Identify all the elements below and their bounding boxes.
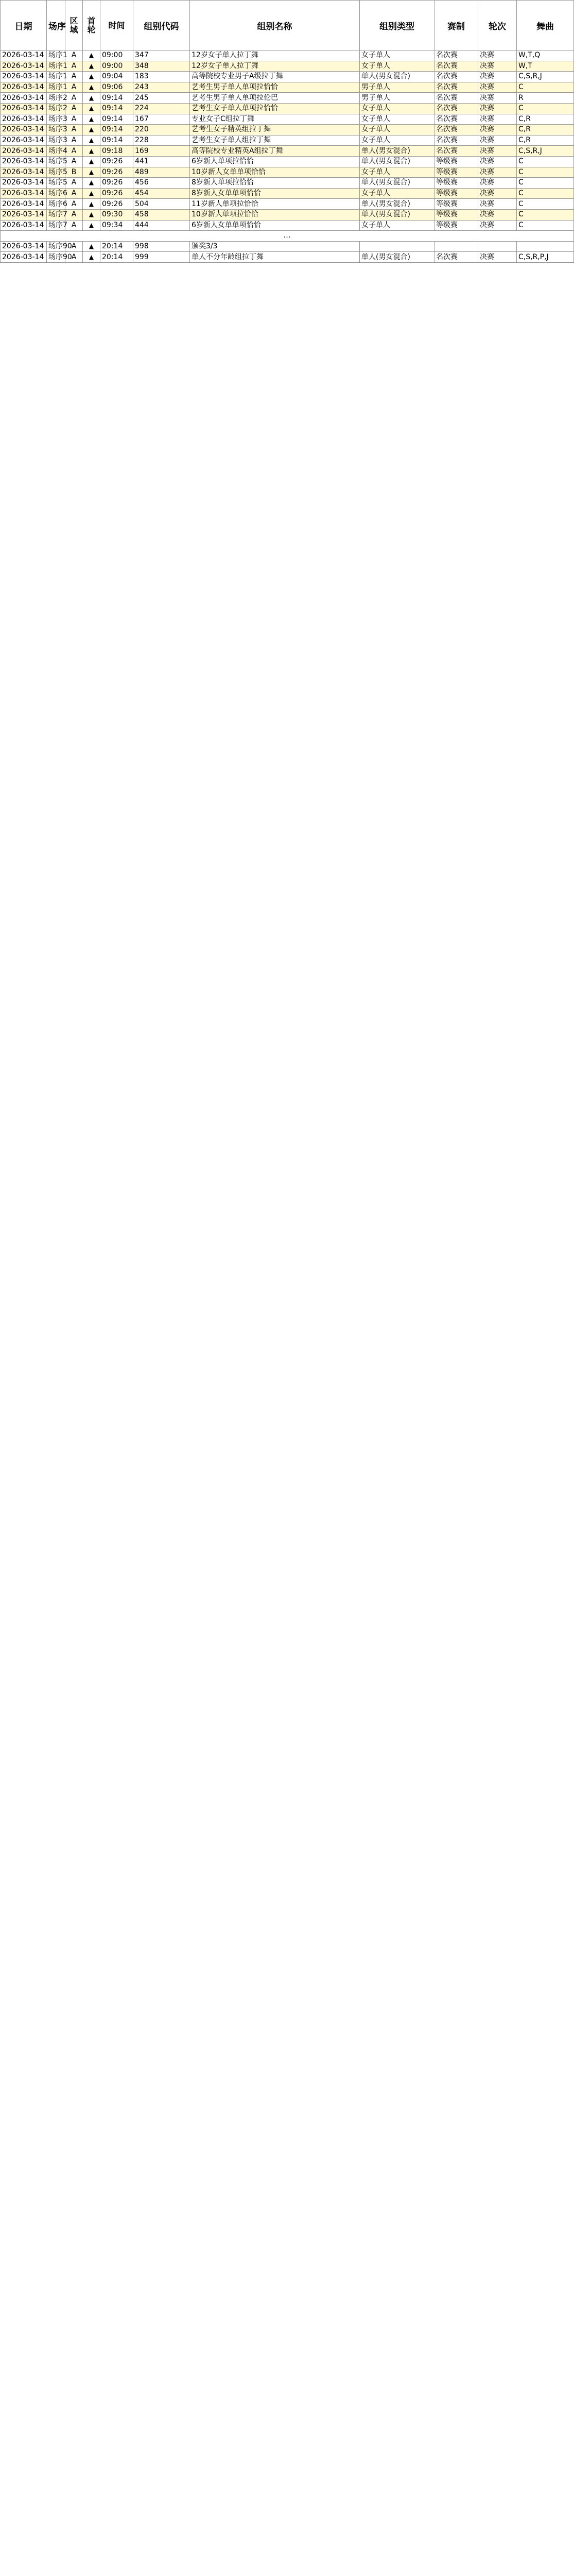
cell-group-type: 女子单人 xyxy=(360,50,434,61)
cell-group-type: 女子单人 xyxy=(360,125,434,135)
cell-group-type: 单人(男女混合) xyxy=(360,156,434,167)
cell-dance: C xyxy=(517,82,574,93)
cell-time: 09:26 xyxy=(100,178,133,189)
cell-code: 169 xyxy=(133,146,190,157)
table-row xyxy=(1,252,574,263)
header-competition: 赛制 xyxy=(434,1,478,50)
cell-group-name: 12岁女子单人拉丁舞 xyxy=(190,61,360,72)
cell-round: 决赛 xyxy=(478,167,517,178)
cell-first-round: ▲ xyxy=(83,178,100,189)
cell-first-round: ▲ xyxy=(83,72,100,82)
cell-round: 决赛 xyxy=(478,146,517,157)
table-row xyxy=(1,93,574,104)
cell-code: 228 xyxy=(133,135,190,146)
cell-date: 2026-03-14 xyxy=(1,61,47,72)
table-row xyxy=(1,220,574,231)
cell-time: 09:34 xyxy=(100,220,133,231)
cell-code: 489 xyxy=(133,167,190,178)
table-row xyxy=(1,199,574,210)
cell-group-type: 女子单人 xyxy=(360,103,434,114)
cell-group-name: 高等院校专业男子A级拉丁舞 xyxy=(190,72,360,82)
cell-date: 2026-03-14 xyxy=(1,146,47,157)
cell-area: A xyxy=(65,135,83,146)
cell-group-name: 艺考生男子单人单项拉恰恰 xyxy=(190,82,360,93)
cell-group-name: 高等院校专业精英A组拉丁舞 xyxy=(190,146,360,157)
header-date: 日期 xyxy=(1,1,47,50)
cell-area: A xyxy=(65,61,83,72)
cell-round: 决赛 xyxy=(478,220,517,231)
cell-venue: 场序7 xyxy=(47,209,65,220)
cell-venue: 场序90 xyxy=(47,252,65,263)
cell-time: 09:14 xyxy=(100,103,133,114)
header-area: 区域 xyxy=(65,1,83,50)
cell-competition: 等级赛 xyxy=(434,167,478,178)
cell-first-round: ▲ xyxy=(83,188,100,199)
cell-round xyxy=(478,241,517,252)
cell-first-round: ▲ xyxy=(83,167,100,178)
cell-group-name: 12岁女子单人拉丁舞 xyxy=(190,50,360,61)
cell-group-type: 单人(男女混合) xyxy=(360,72,434,82)
cell-time: 09:26 xyxy=(100,199,133,210)
cell-area: A xyxy=(65,156,83,167)
cell-competition: 名次赛 xyxy=(434,93,478,104)
cell-code: 220 xyxy=(133,125,190,135)
cell-time: 09:00 xyxy=(100,61,133,72)
cell-competition: 名次赛 xyxy=(434,103,478,114)
cell-area: A xyxy=(65,241,83,252)
cell-competition xyxy=(434,241,478,252)
cell-round: 决赛 xyxy=(478,50,517,61)
cell-group-name: 艺考生女子单人组拉丁舞 xyxy=(190,135,360,146)
table-header xyxy=(1,1,574,50)
cell-competition: 名次赛 xyxy=(434,252,478,263)
cell-first-round: ▲ xyxy=(83,156,100,167)
cell-round: 决赛 xyxy=(478,82,517,93)
table-row xyxy=(1,241,574,252)
cell-venue: 场序2 xyxy=(47,103,65,114)
cell-round: 决赛 xyxy=(478,252,517,263)
cell-competition: 等级赛 xyxy=(434,188,478,199)
cell-group-type: 女子单人 xyxy=(360,167,434,178)
cell-dance xyxy=(517,241,574,252)
cell-code: 243 xyxy=(133,82,190,93)
cell-dance: C xyxy=(517,209,574,220)
cell-code: 998 xyxy=(133,241,190,252)
cell-round: 决赛 xyxy=(478,125,517,135)
cell-date: 2026-03-14 xyxy=(1,82,47,93)
table-body xyxy=(1,50,574,263)
cell-date: 2026-03-14 xyxy=(1,178,47,189)
cell-area: A xyxy=(65,82,83,93)
cell-date: 2026-03-14 xyxy=(1,103,47,114)
cell-date: 2026-03-14 xyxy=(1,125,47,135)
cell-date: 2026-03-14 xyxy=(1,93,47,104)
cell-code: 999 xyxy=(133,252,190,263)
cell-venue: 场序6 xyxy=(47,188,65,199)
cell-round: 决赛 xyxy=(478,72,517,82)
cell-round: 决赛 xyxy=(478,209,517,220)
cell-area: A xyxy=(65,199,83,210)
cell-area: A xyxy=(65,93,83,104)
cell-code: 224 xyxy=(133,103,190,114)
cell-time: 09:04 xyxy=(100,72,133,82)
cell-round: 决赛 xyxy=(478,61,517,72)
cell-dance: C,S,R,P,J xyxy=(517,252,574,263)
cell-date: 2026-03-14 xyxy=(1,241,47,252)
cell-venue: 场序1 xyxy=(47,50,65,61)
cell-first-round: ▲ xyxy=(83,50,100,61)
cell-competition: 等级赛 xyxy=(434,156,478,167)
cell-venue: 场序1 xyxy=(47,82,65,93)
cell-venue: 场序5 xyxy=(47,156,65,167)
cell-time: 20:14 xyxy=(100,241,133,252)
cell-competition: 等级赛 xyxy=(434,220,478,231)
cell-competition: 等级赛 xyxy=(434,199,478,210)
cell-round: 决赛 xyxy=(478,188,517,199)
cell-code: 504 xyxy=(133,199,190,210)
cell-dance: C,S,R,J xyxy=(517,72,574,82)
cell-venue: 场序2 xyxy=(47,93,65,104)
cell-competition: 名次赛 xyxy=(434,72,478,82)
cell-dance: C xyxy=(517,178,574,189)
cell-group-type: 男子单人 xyxy=(360,82,434,93)
cell-group-name: 6岁新人女单单项恰恰 xyxy=(190,220,360,231)
cell-group-name: 8岁新人单项拉恰恰 xyxy=(190,178,360,189)
cell-group-name: 8岁新人女单单项恰恰 xyxy=(190,188,360,199)
cell-venue: 场序1 xyxy=(47,61,65,72)
cell-venue: 场序5 xyxy=(47,178,65,189)
cell-date: 2026-03-14 xyxy=(1,114,47,125)
cell-dance: C xyxy=(517,103,574,114)
cell-group-name: 10岁新人单项拉恰恰 xyxy=(190,209,360,220)
cell-round: 决赛 xyxy=(478,93,517,104)
cell-date: 2026-03-14 xyxy=(1,135,47,146)
cell-dance: C xyxy=(517,156,574,167)
cell-dance: C xyxy=(517,199,574,210)
table-row xyxy=(1,72,574,82)
cell-group-type: 女子单人 xyxy=(360,220,434,231)
table-row xyxy=(1,125,574,135)
cell-venue: 场序1 xyxy=(47,72,65,82)
cell-group-name: 颁奖3/3 xyxy=(190,241,360,252)
cell-time: 09:30 xyxy=(100,209,133,220)
cell-dance: C,R xyxy=(517,125,574,135)
cell-first-round: ▲ xyxy=(83,241,100,252)
cell-date: 2026-03-14 xyxy=(1,72,47,82)
cell-group-name: 6岁新人单项拉恰恰 xyxy=(190,156,360,167)
cell-group-name: 11岁新人单项拉恰恰 xyxy=(190,199,360,210)
header-group-code: 组别代码 xyxy=(133,1,190,50)
cell-first-round: ▲ xyxy=(83,93,100,104)
cell-group-type: 单人(男女混合) xyxy=(360,209,434,220)
cell-venue: 场序4 xyxy=(47,146,65,157)
cell-venue: 场序90 xyxy=(47,241,65,252)
cell-date: 2026-03-14 xyxy=(1,188,47,199)
cell-group-name: 专业女子C组拉丁舞 xyxy=(190,114,360,125)
cell-time: 09:14 xyxy=(100,114,133,125)
cell-group-type: 单人(男女混合) xyxy=(360,178,434,189)
cell-competition: 等级赛 xyxy=(434,178,478,189)
cell-group-name: 艺考生男子单人单项拉伦巴 xyxy=(190,93,360,104)
cell-group-type: 单人(男女混合) xyxy=(360,146,434,157)
table-row xyxy=(1,82,574,93)
cell-group-name: 艺考生女子精英组拉丁舞 xyxy=(190,125,360,135)
cell-competition: 名次赛 xyxy=(434,125,478,135)
cell-date: 2026-03-14 xyxy=(1,156,47,167)
cell-competition: 名次赛 xyxy=(434,50,478,61)
cell-competition: 名次赛 xyxy=(434,61,478,72)
cell-venue: 场序6 xyxy=(47,199,65,210)
table-row xyxy=(1,135,574,146)
table-row xyxy=(1,50,574,61)
cell-time: 09:26 xyxy=(100,167,133,178)
cell-dance: C,R xyxy=(517,135,574,146)
cell-first-round: ▲ xyxy=(83,135,100,146)
table-row xyxy=(1,61,574,72)
cell-first-round: ▲ xyxy=(83,125,100,135)
cell-area: A xyxy=(65,252,83,263)
cell-venue: 场序7 xyxy=(47,220,65,231)
cell-group-name: 单人不分年龄组拉丁舞 xyxy=(190,252,360,263)
header-time: 时间 xyxy=(100,1,133,50)
cell-competition: 名次赛 xyxy=(434,146,478,157)
cell-first-round: ▲ xyxy=(83,146,100,157)
cell-first-round: ▲ xyxy=(83,209,100,220)
cell-time: 09:14 xyxy=(100,93,133,104)
cell-area: A xyxy=(65,178,83,189)
cell-time: 09:26 xyxy=(100,188,133,199)
table-row xyxy=(1,209,574,220)
cell-dance: C,S,R,J xyxy=(517,146,574,157)
cell-area: A xyxy=(65,103,83,114)
schedule-table xyxy=(0,0,574,263)
header-venue: 场序 xyxy=(47,1,65,50)
cell-competition: 名次赛 xyxy=(434,82,478,93)
table-row xyxy=(1,146,574,157)
cell-group-name: 艺考生女子单人单项拉恰恰 xyxy=(190,103,360,114)
cell-competition: 等级赛 xyxy=(434,209,478,220)
cell-date: 2026-03-14 xyxy=(1,167,47,178)
cell-code: 167 xyxy=(133,114,190,125)
table-row xyxy=(1,167,574,178)
cell-group-type: 女子单人 xyxy=(360,135,434,146)
cell-date: 2026-03-14 xyxy=(1,50,47,61)
cell-dance: C xyxy=(517,167,574,178)
cell-area: A xyxy=(65,50,83,61)
cell-area: A xyxy=(65,146,83,157)
cell-group-name: 10岁新人女单单项恰恰 xyxy=(190,167,360,178)
cell-venue: 场序3 xyxy=(47,125,65,135)
cell-venue: 场序3 xyxy=(47,114,65,125)
cell-dance: C xyxy=(517,188,574,199)
cell-code: 454 xyxy=(133,188,190,199)
cell-dance: C,R xyxy=(517,114,574,125)
cell-code: 183 xyxy=(133,72,190,82)
cell-time: 09:14 xyxy=(100,125,133,135)
cell-round: 决赛 xyxy=(478,199,517,210)
header-dance: 舞曲 xyxy=(517,1,574,50)
cell-first-round: ▲ xyxy=(83,103,100,114)
cell-venue: 场序3 xyxy=(47,135,65,146)
cell-competition: 名次赛 xyxy=(434,114,478,125)
cell-group-type: 女子单人 xyxy=(360,61,434,72)
cell-date: 2026-03-14 xyxy=(1,199,47,210)
cell-venue: 场序5 xyxy=(47,167,65,178)
cell-code: 456 xyxy=(133,178,190,189)
cell-date: 2026-03-14 xyxy=(1,220,47,231)
cell-dance: W,T,Q xyxy=(517,50,574,61)
cell-time: 09:06 xyxy=(100,82,133,93)
cell-group-type: 女子单人 xyxy=(360,188,434,199)
table-row xyxy=(1,156,574,167)
schedule-sheet xyxy=(0,0,556,263)
cell-first-round: ▲ xyxy=(83,61,100,72)
table-row xyxy=(1,103,574,114)
header-group-name: 组别名称 xyxy=(190,1,360,50)
cell-competition: 名次赛 xyxy=(434,135,478,146)
cell-group-type xyxy=(360,241,434,252)
cell-group-type: 女子单人 xyxy=(360,114,434,125)
cell-first-round: ▲ xyxy=(83,220,100,231)
cell-round: 决赛 xyxy=(478,156,517,167)
cell-area: A xyxy=(65,114,83,125)
cell-time: 20:14 xyxy=(100,252,133,263)
ellipsis-cell: … xyxy=(1,231,574,242)
cell-time: 09:14 xyxy=(100,135,133,146)
table-row xyxy=(1,188,574,199)
cell-round: 决赛 xyxy=(478,114,517,125)
cell-date: 2026-03-14 xyxy=(1,209,47,220)
cell-round: 决赛 xyxy=(478,135,517,146)
ellipsis-row xyxy=(1,231,574,242)
cell-area: A xyxy=(65,220,83,231)
cell-code: 441 xyxy=(133,156,190,167)
cell-first-round: ▲ xyxy=(83,82,100,93)
table-row xyxy=(1,114,574,125)
cell-round: 决赛 xyxy=(478,178,517,189)
cell-dance: C xyxy=(517,220,574,231)
cell-code: 444 xyxy=(133,220,190,231)
cell-code: 245 xyxy=(133,93,190,104)
cell-dance: W,T xyxy=(517,61,574,72)
cell-first-round: ▲ xyxy=(83,252,100,263)
table-row xyxy=(1,178,574,189)
cell-dance: R xyxy=(517,93,574,104)
cell-time: 09:18 xyxy=(100,146,133,157)
cell-area: A xyxy=(65,72,83,82)
cell-first-round: ▲ xyxy=(83,114,100,125)
cell-area: B xyxy=(65,167,83,178)
cell-first-round: ▲ xyxy=(83,199,100,210)
cell-area: A xyxy=(65,188,83,199)
cell-group-type: 单人(男女混合) xyxy=(360,252,434,263)
header-round: 轮次 xyxy=(478,1,517,50)
cell-date: 2026-03-14 xyxy=(1,252,47,263)
cell-code: 458 xyxy=(133,209,190,220)
header-first-round: 首轮 xyxy=(83,1,100,50)
cell-round: 决赛 xyxy=(478,103,517,114)
header-group-type: 组别类型 xyxy=(360,1,434,50)
cell-code: 347 xyxy=(133,50,190,61)
cell-time: 09:26 xyxy=(100,156,133,167)
cell-group-type: 男子单人 xyxy=(360,93,434,104)
cell-code: 348 xyxy=(133,61,190,72)
cell-area: A xyxy=(65,125,83,135)
cell-time: 09:00 xyxy=(100,50,133,61)
cell-group-type: 单人(男女混合) xyxy=(360,199,434,210)
cell-area: A xyxy=(65,209,83,220)
